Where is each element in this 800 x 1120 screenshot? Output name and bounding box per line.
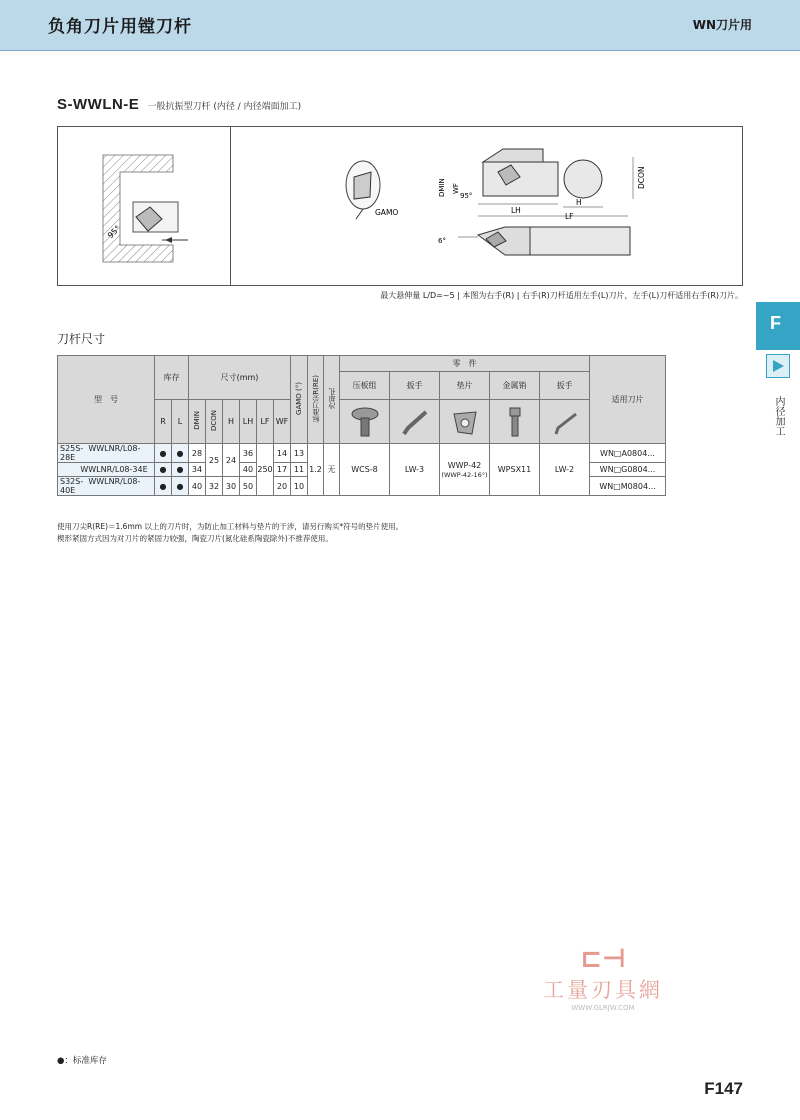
section-label: 内径加工 — [773, 396, 784, 436]
clamp-image — [340, 400, 390, 444]
header-shim: 垫片 — [440, 372, 490, 400]
figure-note: 最大悬伸量 L/D=~5 | 本图为右手(R) | 右手(R)刀杆适用左手(L)刀片，左手(L)刀杆适用右手(R)刀片。 — [380, 291, 743, 300]
page-title: 负角刀片用镗刀杆 — [48, 17, 192, 37]
page-number: F147 — [704, 1079, 743, 1098]
header-dcon: DCON — [206, 400, 223, 444]
table-title: 刀杆尺寸 — [57, 332, 106, 346]
wrench1-image — [390, 400, 440, 444]
table-row: S25S- WWLNR/L08-28E ● ● 28 25 24 36 250 14 13 1.2 无 WCS-8 LW-3 WWP-42 (WWP-42-16°) WPSX11 LW-2 WN□A0804... — [58, 444, 666, 463]
note-2: 楔形紧固方式因为对刀片的紧固力较强，陶瓷刀片(氮化硅系陶瓷除外)不推荐使用。 — [57, 534, 333, 543]
header-lh: LH — [240, 400, 257, 444]
watermark-logo-icon: ⊏⊣ — [580, 944, 626, 974]
svg-text:DCON: DCON — [637, 166, 646, 189]
header-dimensions: 尺寸(mm) — [189, 356, 291, 400]
svg-text:95°: 95° — [105, 223, 123, 241]
header-insert: 适用刀片 — [590, 356, 666, 444]
table-row: WWLNR/L08-34E ● ● 34 40 17 11 WN□G0804... — [58, 463, 666, 477]
model-cell: S32S- WWLNR/L08-40E — [58, 477, 155, 496]
header-gamo: GAMO (°) — [291, 356, 308, 444]
shim-image — [440, 400, 490, 444]
boring-icon — [766, 354, 790, 378]
pin-image — [490, 400, 540, 444]
product-heading — [57, 96, 301, 113]
header-wrench1: 扳手 — [390, 372, 440, 400]
svg-text:6°: 6° — [438, 237, 446, 245]
section-tab-letter: F — [770, 313, 781, 333]
svg-text:LF: LF — [565, 212, 574, 221]
svg-text:95°: 95° — [460, 192, 473, 200]
svg-text:LH: LH — [511, 206, 521, 215]
svg-text:DMIN: DMIN — [438, 178, 446, 197]
product-code: S-WWLN-E — [57, 96, 140, 113]
tool-drawing — [58, 127, 744, 287]
svg-text:H: H — [576, 198, 582, 207]
wrench2-image — [540, 400, 590, 444]
watermark-name: 工量刃具網 — [543, 978, 663, 1002]
header-h: H — [223, 400, 240, 444]
category-label: WN刀片用 — [692, 18, 752, 32]
header-dmin: DMIN — [189, 400, 206, 444]
header-re: 标准刀尖R(RE) — [308, 356, 324, 444]
watermark-url: WWW.GLRJW.COM — [571, 1004, 635, 1012]
note-1: 使用刀尖R(RE)＝1.6mm 以上的刀片时，为防止加工材料与垫片的干涉，请另行购买*符号的垫片使用。 — [57, 522, 404, 531]
product-description: 一般抗振型刀杆 (内径 / 内径端面加工) — [147, 102, 302, 112]
header-clamp: 压板组 — [340, 372, 390, 400]
header-r: R — [155, 400, 172, 444]
stock-legend: ●：标准库存 — [57, 1056, 107, 1066]
header-pin: 金属销 — [490, 372, 540, 400]
header-parts: 零 件 — [340, 356, 590, 372]
header-l: L — [172, 400, 189, 444]
svg-text:WF: WF — [452, 183, 460, 194]
header-wrench2: 扳手 — [540, 372, 590, 400]
model-cell: S25S- WWLNR/L08-28E — [58, 444, 155, 463]
holder-dimension-table — [57, 355, 666, 496]
header-model: 型 号 — [58, 356, 155, 444]
header-lf: LF — [257, 400, 274, 444]
page-header — [0, 0, 800, 51]
watermark — [538, 944, 668, 1012]
table-row: S32S- WWLNR/L08-40E ● ● 40 32 30 50 20 10 WN□M0804... — [58, 477, 666, 496]
svg-text:GAMO: GAMO — [375, 208, 399, 217]
model-cell: WWLNR/L08-34E — [58, 463, 155, 477]
header-wf: WF — [274, 400, 291, 444]
header-coolant: 冷却孔 — [324, 356, 340, 444]
header-stock: 库存 — [155, 356, 189, 400]
figure-box — [57, 126, 743, 286]
section-tab[interactable] — [756, 302, 800, 350]
